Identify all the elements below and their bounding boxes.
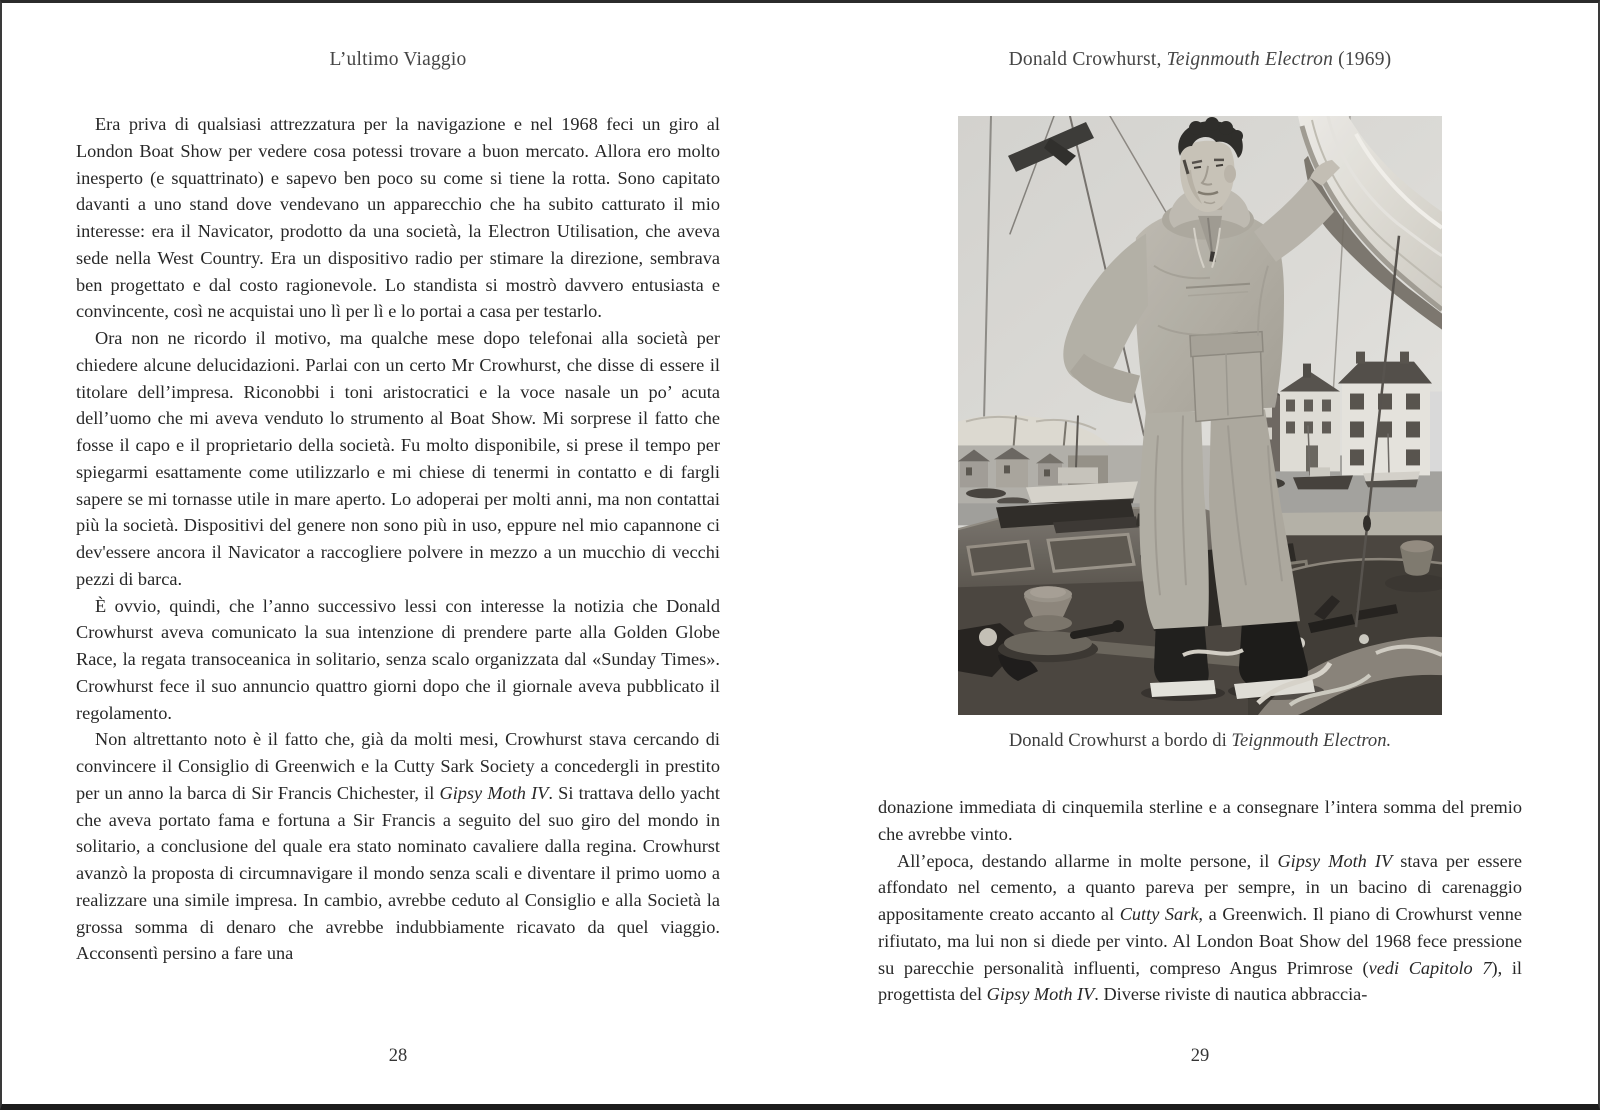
body-text-right [878, 794, 1522, 1008]
paragraph [76, 111, 720, 325]
text-segment: È ovvio, quindi, che l’anno successivo lessi con interesse la notizia che Donald Crowhurst aveva comunicato la sua intenzione di prendere parte alla Golden Globe Race, la regata transoceanica in solitario, senza scalo organizzata dal «Sunday Times». Crowhurst fece il suo annuncio quattro giorni dopo che il giornale aveva pubblicato il regolamento. [76, 595, 720, 723]
text-segment: donazione immediata di cinquemila sterline e a consegnare l’intera somma del premio che avrebbe vinto. [878, 797, 1522, 844]
text-segment: Donald Crowhurst a bordo di [1008, 730, 1232, 751]
italic-text: Teignmouth Electron. [1231, 730, 1392, 751]
running-head-left: L’ultimo Viaggio [329, 49, 467, 70]
text-segment: ), il progettista del [878, 957, 1522, 1005]
page-number-right: 29 [1190, 1046, 1210, 1066]
running-head-right [878, 47, 1522, 73]
crowhurst-photo [958, 116, 1442, 715]
photo-caption [878, 728, 1522, 754]
italic-text: vedi Capitolo 7 [1368, 957, 1492, 978]
text-segment: Non altrettanto noto è il fatto che, già da molti mesi, Crowhurst stava cercando di convincere il Consiglio di Greenwich e la Cutty Sark Society a concedergli in prestito per un anno la barca di Sir Francis Chichester, il [76, 729, 720, 803]
text-segment: Era priva di qualsiasi attrezzatura per la navigazione e nel 1968 feci un giro al London Boat Show per vedere cosa potessi trovare a buon mercato. Allora ero molto inesperto (e squattrinato) e sapevo ben poco su come si tiene la rotta. Sono capitato davanti a uno stand dove vendevano un apparecchio che ha subito catturato il mio interesse: era il Navicator, prodotto da una società, la Electron Utilisation, che aveva sede nella West Country. Era un dispositivo radio per stimare la direzione, sembrava ben progettato e dal costo ragionevole. Lo standista si mostrò davvero entusiasta e convincente, così ne acquistai uno lì per lì e lo portai a casa per testarlo. [76, 114, 720, 322]
text-segment: Donald Crowhurst, [1008, 49, 1167, 70]
italic-text: Gipsy Moth IV [439, 782, 549, 803]
text-segment: . Diverse riviste di nautica abbraccia- [1094, 984, 1368, 1005]
text-segment: a Greenwich. Il piano di Crowhurst venne rifiutato, ma lui non si diede per vinto. Al London Boat Show del 1968 fece pressione su parecchie personalità influenti, compreso Angus Primrose ( [878, 904, 1522, 978]
text-segment: . Si trattava dello yacht che aveva portato fama e fortuna a Sir Francis a seguito del suo giro del mondo in solitario, a conclusione del quale era stato nominato cavaliere dalla regina. Crowhurst avanzò la proposta di circumnavigare il mondo senza scali e diventare il primo uomo a realizzare una simile impresa. In cambio, avrebbe ceduto al Consiglio e alla Società la grossa somma di denaro che avrebbe indubbiamente ricavato da quel viaggio. Acconsentì persino a fare una [76, 782, 720, 964]
text-segment: (1969) [1333, 49, 1392, 70]
body-text-left [76, 111, 720, 967]
paragraph [878, 794, 1522, 848]
paragraph [76, 726, 720, 967]
text-segment: Ora non ne ricordo il motivo, ma qualche mese dopo telefonai alla società per chiedere alcune delucidazioni. Parlai con un certo Mr Crowhurst, che disse di essere il titolare dell’impresa. Riconobbi i toni aristocratici e la voce nasale un po’ acuta dell’uomo che mi aveva venduto lo strumento al Boat Show. Mi sorprese il fatto che fosse il capo e il proprietario della società. Fu molto disponibile, si prese il tempo per spiegarmi esattamente come utilizzarlo e mi chiese di tenermi in contatto e di fargli sapere se mi tornasse utile in mare aperto. Lo adoperai per molti anni, ma non contattai più la società. Dispositivi del genere non sono più in uso, eppure nel mio capannone ci dev'essere ancora il Navicator a raccogliere polvere in mezzo a un mucchio di vecchi pezzi di barca. [76, 328, 720, 589]
page-number-left: 28 [388, 1046, 408, 1066]
italic-text: Teignmouth Electron [1166, 49, 1334, 70]
crowhurst-photo-illustration [958, 116, 1442, 715]
text-segment: stava per essere affondato nel cemento, a quanto pareva per sempre, in un bacino di carenaggio appositamente creato accanto al [878, 850, 1522, 924]
text-segment: All’epoca, destando allarme in molte persone, il [897, 850, 1278, 871]
paragraph [76, 593, 720, 727]
paragraph [76, 325, 720, 593]
italic-text: Gipsy Moth IV [1277, 850, 1393, 871]
italic-text: Cutty Sark, [1119, 904, 1203, 924]
italic-text: Gipsy Moth IV [986, 984, 1095, 1005]
paragraph [878, 848, 1522, 1009]
